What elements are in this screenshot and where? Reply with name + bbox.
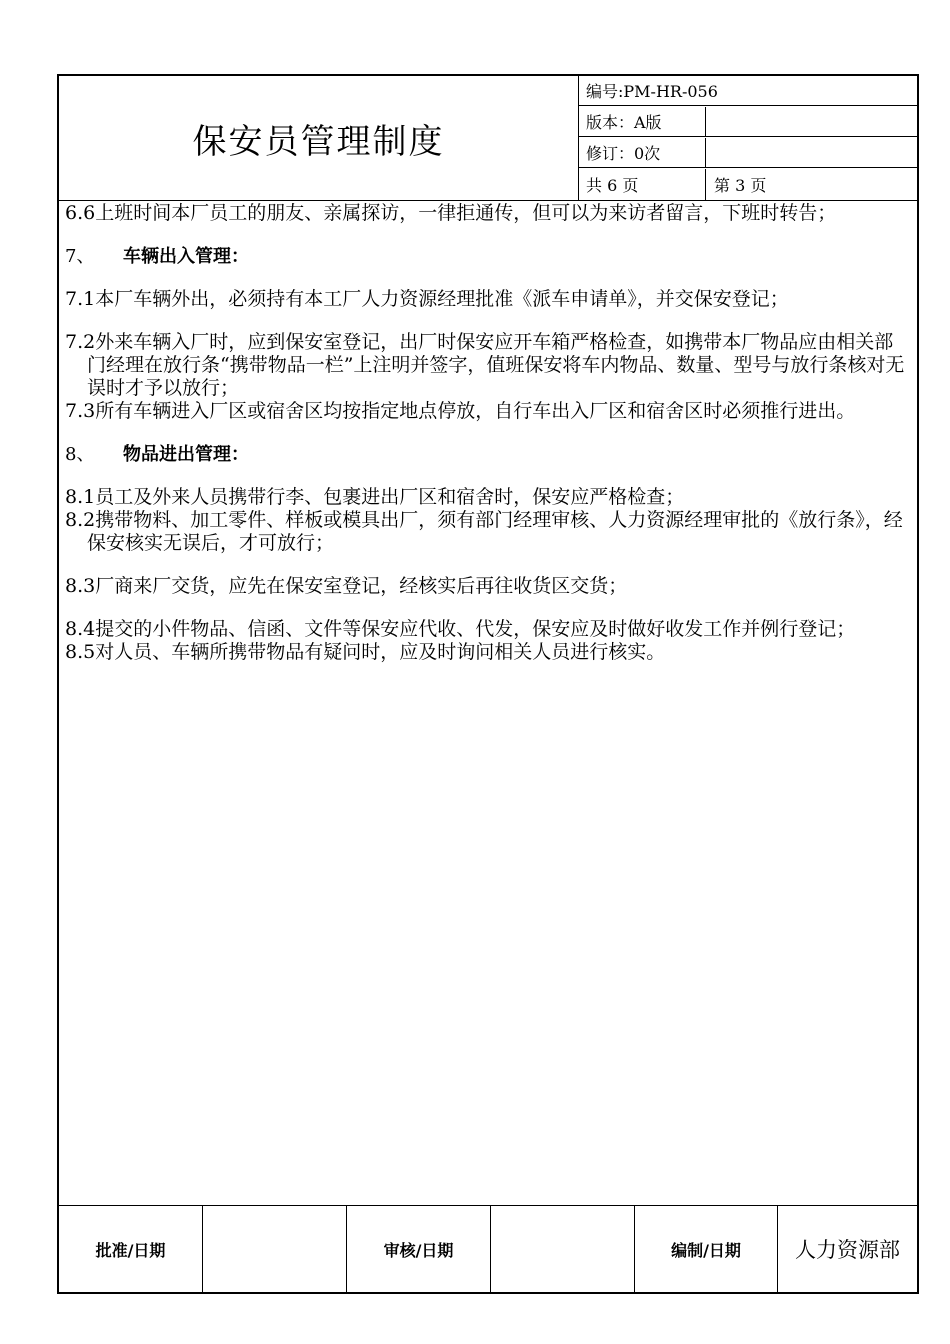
document-header <box>59 76 917 201</box>
meta-row-number <box>578 76 917 106</box>
meta-row-pages <box>578 169 917 200</box>
section-8-number: 8、 <box>65 444 95 465</box>
current-page: 第 3 页 <box>714 176 767 195</box>
paragraph-7-1: 7.1本厂车辆外出，必须持有本工厂人力资源经理批准《派车申请单》，并交保安登记； <box>65 288 789 310</box>
approve-value <box>203 1206 347 1292</box>
prepare-value: 人力资源部 <box>795 1238 900 1262</box>
section-8-title: 物品进出管理： <box>123 444 249 465</box>
section-7-title: 车辆出入管理： <box>123 246 249 267</box>
approve-label: 批准/日期 <box>59 1206 203 1292</box>
meta-row-version <box>578 107 917 137</box>
doc-revision: 修订：0次 <box>578 138 706 167</box>
document-meta <box>578 76 917 200</box>
document-frame <box>57 74 919 1294</box>
section-7-number: 7、 <box>65 246 95 267</box>
paragraph-7-3: 7.3所有车辆进入厂区或宿舍区均按指定地点停放，自行车出入厂区和宿舍区时必须推行进出。 <box>65 400 856 422</box>
doc-number: 编号:PM-HR-056 <box>586 82 718 101</box>
section-7-heading <box>65 245 911 268</box>
section-8-heading <box>65 443 911 466</box>
doc-version: 版本：A版 <box>578 107 706 136</box>
meta-row-revision <box>578 138 917 168</box>
document-title: 保安员管理制度 <box>59 76 579 200</box>
total-pages: 共 6 页 <box>578 169 706 200</box>
paragraph-8-4: 8.4提交的小件物品、信函、文件等保安应代收、代发，保安应及时做好收发工作并例行登记； <box>65 618 856 640</box>
review-label: 审核/日期 <box>347 1206 491 1292</box>
signature-footer <box>59 1205 917 1292</box>
paragraph-8-2: 8.2携带物料、加工零件、样板或模具出厂，须有部门经理审核、人力资源经理审批的《放行条》，经保安核实无误后，才可放行； <box>65 509 903 554</box>
paragraph-8-1: 8.1员工及外来人员携带行李、包裹进出厂区和宿舍时，保安应严格检查； <box>65 486 685 508</box>
paragraph-8-3: 8.3厂商来厂交货，应先在保安室登记，经核实后再往收货区交货； <box>65 575 628 597</box>
prepare-label: 编制/日期 <box>635 1206 778 1292</box>
paragraph-6-6: 6.6上班时间本厂员工的朋友、亲属探访，一律拒通传，但可以为来访者留言，下班时转告； <box>65 202 837 224</box>
review-value <box>491 1206 635 1292</box>
document-body <box>65 202 911 664</box>
paragraph-8-5: 8.5对人员、车辆所携带物品有疑问时，应及时询问相关人员进行核实。 <box>65 641 666 663</box>
paragraph-7-2: 7.2外来车辆入厂时，应到保安室登记，出厂时保安应开车箱严格检查，如携带本厂物品应由相关部门经理在放行条“携带物品一栏”上注明并签字，值班保安将车内物品、数量、型号与放行条核对无误时才予以放行； <box>65 331 905 399</box>
